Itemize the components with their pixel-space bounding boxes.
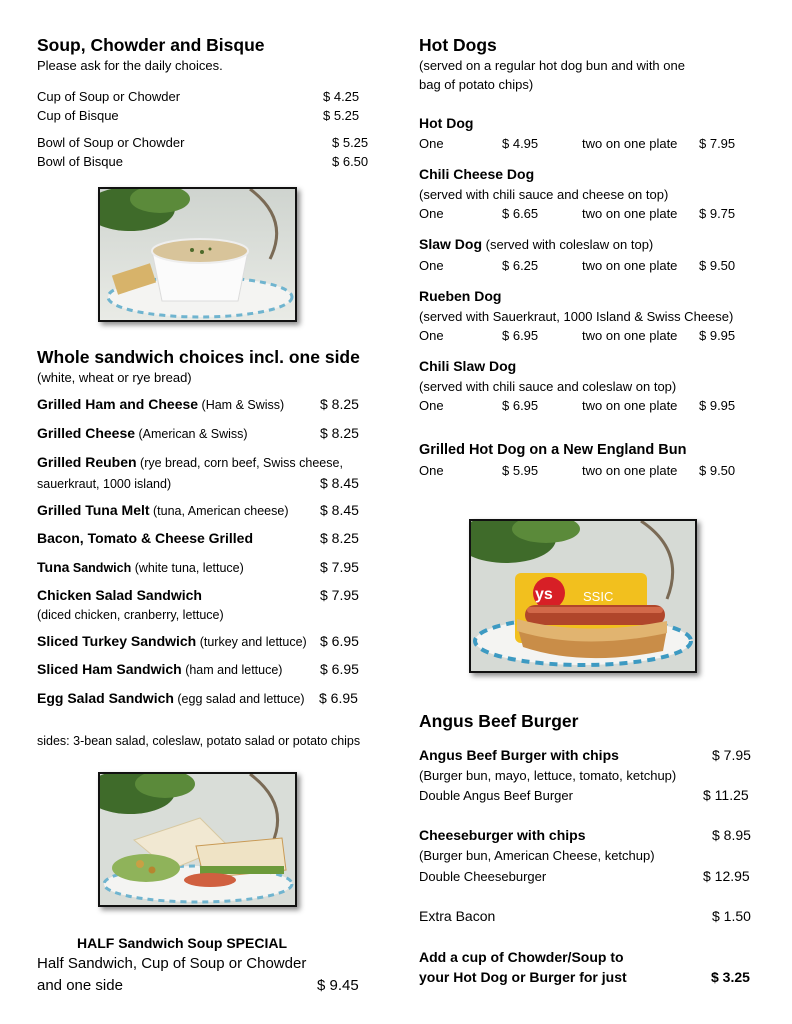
svg-text:ys: ys [535, 586, 553, 603]
price-row [419, 396, 759, 415]
price-row [419, 256, 759, 275]
menu-item [37, 501, 289, 520]
item-name: Angus Beef Burger with chips [419, 747, 619, 763]
price-row [419, 134, 759, 153]
item-desc: (served with coleslaw on top) [482, 237, 654, 252]
item-price: $ 11.25 [703, 787, 749, 803]
one-label: One [419, 398, 444, 413]
menu-item [37, 558, 244, 577]
one-price: $ 4.95 [502, 136, 539, 151]
item-desc: (ham and lettuce) [181, 663, 283, 677]
item-name: Chicken Salad Sandwich [37, 587, 202, 603]
burger-section [419, 710, 764, 1016]
hotdog-illustration [471, 521, 695, 671]
one-price: $ 6.65 [502, 206, 539, 221]
price-row [419, 204, 759, 223]
item-price: $ 5.25 [332, 135, 369, 150]
menu-item [419, 287, 501, 306]
menu-item [37, 152, 377, 171]
sandwich-section [37, 346, 382, 735]
special-section [37, 934, 377, 997]
menu-item [37, 586, 202, 605]
item-price: $ 7.95 [320, 559, 359, 575]
sandwich-photo [98, 772, 297, 907]
item-name: Cheeseburger with chips [419, 827, 586, 843]
menu-item-desc-line [37, 474, 171, 493]
menu-item-desc-line [37, 605, 224, 624]
menu-item [419, 746, 759, 765]
hotdog-photo [469, 519, 697, 673]
item-name: Bowl of Soup or Chowder [37, 135, 185, 150]
item-price: $ 4.25 [323, 89, 360, 104]
two-price: $ 7.95 [699, 136, 736, 151]
two-price: $ 9.50 [699, 258, 736, 273]
addon-row [419, 968, 759, 987]
right-column [419, 34, 759, 94]
item-name: Double Angus Beef Burger [419, 788, 573, 803]
item-price: $ 8.25 [320, 530, 359, 546]
soup-cup-list [37, 87, 377, 125]
menu-item [37, 453, 343, 472]
two-label: two on one plate [582, 398, 678, 413]
item-name: Chili Cheese Dog [419, 166, 535, 182]
item-name: Grilled Reuben [37, 454, 137, 470]
item-name: Egg Salad Sandwich [37, 690, 174, 706]
item-desc: (turkey and lettuce) [196, 635, 307, 649]
item-name: Bowl of Bisque [37, 154, 123, 169]
left-column [37, 34, 377, 171]
two-price: $ 9.95 [699, 328, 736, 343]
item-name: Extra Bacon [419, 908, 496, 924]
one-label: One [419, 258, 444, 273]
burger-list [419, 746, 764, 1016]
addon-price: $ 3.25 [711, 969, 750, 985]
burger-heading: Angus Beef Burger [419, 711, 579, 731]
menu-item [419, 114, 473, 133]
item-price: $ 7.95 [320, 587, 359, 603]
sandwich-note: (white, wheat or rye bread) [37, 370, 192, 385]
item-name: Grilled Tuna Melt [37, 502, 150, 518]
soup-bowl-list [37, 133, 377, 171]
special-price: $ 9.45 [317, 977, 359, 994]
item-desc: Sandwich [69, 561, 132, 575]
special-heading: HALF Sandwich Soup SPECIAL [76, 935, 287, 951]
soup-heading: Soup, Chowder and Bisque [37, 35, 265, 55]
item-name: Grilled Cheese [37, 425, 136, 441]
menu-item [37, 632, 307, 651]
price-row [419, 461, 759, 480]
item-name: Sliced Ham Sandwich [37, 661, 182, 677]
special-line2-row [37, 975, 377, 997]
sandwich-heading: Whole sandwich choices incl. one side [37, 347, 360, 367]
item-price: $ 5.25 [323, 108, 360, 123]
special-line2: and one side [37, 977, 123, 994]
one-price: $ 5.95 [502, 463, 539, 478]
item-price: $ 6.95 [320, 633, 359, 649]
hotdogs-note-1: (served on a regular hot dog bun and with one [419, 58, 685, 73]
menu-item [37, 424, 248, 443]
two-price: $ 9.95 [699, 398, 736, 413]
price-row [419, 326, 759, 345]
item-price: $ 8.25 [320, 396, 359, 412]
two-price: $ 9.50 [699, 463, 736, 478]
item-desc: (white tuna, lettuce) [131, 561, 244, 575]
item-price: $ 12.95 [703, 868, 750, 884]
item-name: Grilled Hot Dog on a New England Bun [419, 442, 687, 458]
item-name: Grilled Ham and Cheese [37, 396, 199, 412]
item-name: Cup of Soup or Chowder [37, 89, 181, 104]
item-desc: (Burger bun, mayo, lettuce, tomato, ketchup) [419, 768, 677, 783]
item-name: Rueben Dog [419, 288, 502, 304]
menu-item [419, 907, 759, 926]
menu-item [37, 529, 253, 548]
sandwich-list [37, 395, 382, 735]
soup-note: Please ask for the daily choices. [37, 58, 223, 73]
two-label: two on one plate [582, 463, 678, 478]
item-desc: (rye bread, corn beef, Swiss cheese, [136, 456, 343, 470]
addon-line2: your Hot Dog or Burger for just [419, 969, 627, 985]
hotdogs-note-2: bag of potato chips) [419, 77, 534, 92]
menu-item [419, 235, 653, 254]
two-label: two on one plate [582, 328, 678, 343]
two-label: two on one plate [582, 136, 678, 151]
hotdogs-heading: Hot Dogs [419, 35, 497, 55]
menu-item [419, 165, 534, 184]
two-label: two on one plate [582, 206, 678, 221]
item-name: Slaw Dog [419, 236, 483, 252]
one-label: One [419, 463, 444, 478]
item-name: Sliced Turkey Sandwich [37, 633, 197, 649]
menu-item [37, 660, 282, 679]
one-label: One [419, 206, 444, 221]
menu-item [419, 867, 759, 886]
addon-line1: Add a cup of Chowder/Soup to [419, 949, 624, 965]
item-desc: (Ham & Swiss) [198, 398, 285, 412]
menu-item [37, 106, 377, 125]
item-desc: (American & Swiss) [135, 427, 248, 441]
menu-item [37, 689, 305, 708]
item-desc: (served with Sauerkraut, 1000 Island & Swiss Cheese) [419, 309, 734, 324]
one-price: $ 6.25 [502, 258, 539, 273]
soup-photo [98, 187, 297, 322]
menu-item [37, 395, 284, 414]
one-label: One [419, 136, 444, 151]
menu-item [37, 133, 377, 152]
item-name: Double Cheeseburger [419, 869, 547, 884]
item-desc: (Burger bun, American Cheese, ketchup) [419, 848, 655, 863]
menu-item [419, 826, 759, 845]
item-price: $ 8.45 [320, 502, 359, 518]
two-price: $ 9.75 [699, 206, 736, 221]
item-desc: sauerkraut, 1000 island) [37, 477, 172, 491]
item-price: $ 6.95 [319, 690, 358, 706]
one-label: One [419, 328, 444, 343]
two-label: two on one plate [582, 258, 678, 273]
item-desc: (served with chili sauce and cheese on top) [419, 187, 669, 202]
item-name: Hot Dog [419, 115, 474, 131]
item-desc: (tuna, American cheese) [149, 504, 289, 518]
item-price: $ 8.25 [320, 425, 359, 441]
one-price: $ 6.95 [502, 328, 539, 343]
item-price: $ 6.50 [332, 154, 369, 169]
menu-item [419, 786, 759, 805]
item-name: Tuna [37, 559, 70, 575]
item-price: $ 6.95 [320, 661, 359, 677]
item-name: Cup of Bisque [37, 108, 119, 123]
one-price: $ 6.95 [502, 398, 539, 413]
item-desc: (egg salad and lettuce) [173, 692, 305, 706]
sandwich-illustration [100, 774, 295, 905]
soup-bowl-illustration [100, 189, 295, 320]
special-line1: Half Sandwich, Cup of Soup or Chowder [37, 955, 307, 972]
menu-item [419, 440, 686, 459]
item-name: Chili Slaw Dog [419, 358, 517, 374]
item-price: $ 8.45 [320, 475, 359, 491]
menu-item [37, 87, 377, 106]
sides-note: sides: 3-bean salad, coleslaw, potato salad or potato chips [37, 734, 361, 748]
item-price: $ 7.95 [712, 747, 751, 763]
item-price: $ 1.50 [712, 908, 751, 924]
menu-item [419, 357, 516, 376]
svg-text:SSIC: SSIC [583, 589, 614, 604]
item-desc: (served with chili sauce and coleslaw on top) [419, 379, 677, 394]
item-desc: (diced chicken, cranberry, lettuce) [37, 608, 224, 622]
item-name: Bacon, Tomato & Cheese Grilled [37, 530, 254, 546]
item-price: $ 8.95 [712, 827, 751, 843]
